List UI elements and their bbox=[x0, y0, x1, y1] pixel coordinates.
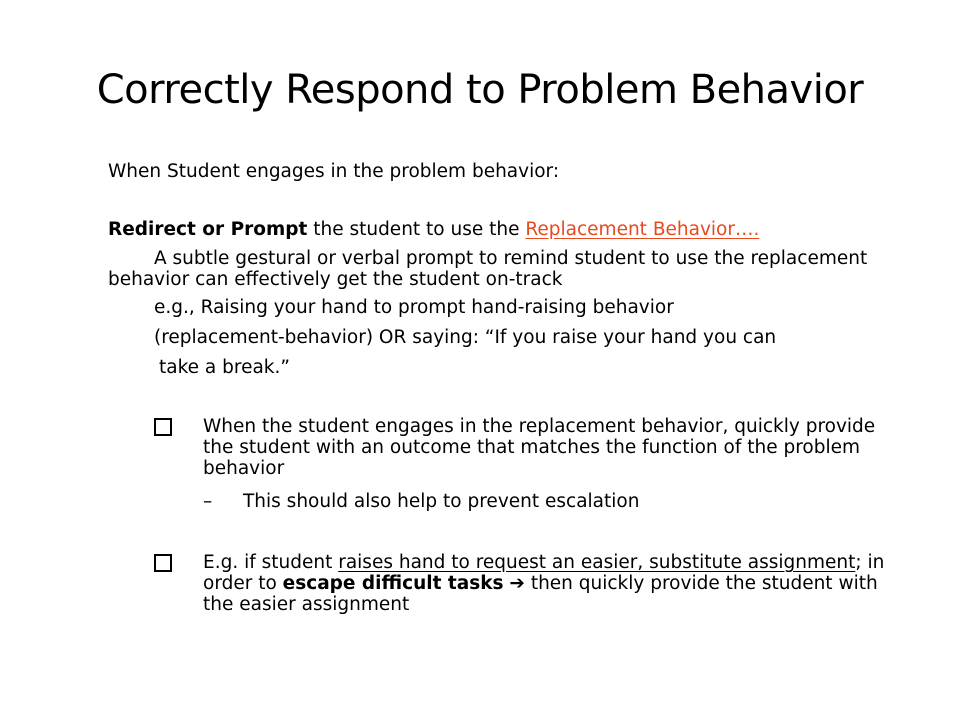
sub-bullet bbox=[203, 490, 639, 514]
bullet-2-prefix: E.g. if student bbox=[203, 552, 339, 573]
bullet-2-middle: ; in order to bbox=[203, 552, 885, 594]
example-line-1: e.g., Raising your hand to prompt hand-raising behavior bbox=[154, 297, 674, 318]
dash-bullet-icon: – bbox=[203, 491, 213, 512]
bullet-item-1 bbox=[154, 416, 898, 479]
bullet-2-bold: escape difficult tasks bbox=[282, 573, 504, 594]
sub-bullet-text: This should also help to prevent escalation bbox=[243, 491, 640, 512]
replacement-behavior-link[interactable]: Replacement Behavior…. bbox=[525, 219, 760, 240]
example-line-2: (replacement-behavior) OR saying: “If you raise your hand you can bbox=[154, 327, 777, 348]
square-bullet-icon bbox=[154, 418, 172, 436]
bullet-item-2 bbox=[154, 552, 898, 615]
slide-title: Correctly Respond to Problem Behavior bbox=[96, 67, 864, 113]
arrow-right-icon: ➔ bbox=[503, 573, 531, 594]
redirect-text: the student to use the bbox=[307, 219, 526, 240]
redirect-line bbox=[108, 218, 759, 242]
bullet-2-text bbox=[203, 552, 898, 615]
example-line-3: take a break.” bbox=[159, 357, 290, 378]
prompt-paragraph: A subtle gestural or verbal prompt to remind student to use the replacement behavior can effectively get the student on-track bbox=[108, 248, 868, 290]
bullet-2-underlined: raises hand to request an easier, substitute assignment bbox=[338, 552, 856, 573]
intro-text: When Student engages in the problem behavior: bbox=[108, 161, 560, 182]
bullet-2-suffix: then quickly provide the student with the easier assignment bbox=[203, 573, 878, 615]
bullet-1-text: When the student engages in the replacement behavior, quickly provide the student with an outcome that matches the function of the problem behavior bbox=[203, 416, 876, 479]
square-bullet-icon bbox=[154, 554, 172, 572]
redirect-bold: Redirect or Prompt bbox=[108, 219, 308, 240]
